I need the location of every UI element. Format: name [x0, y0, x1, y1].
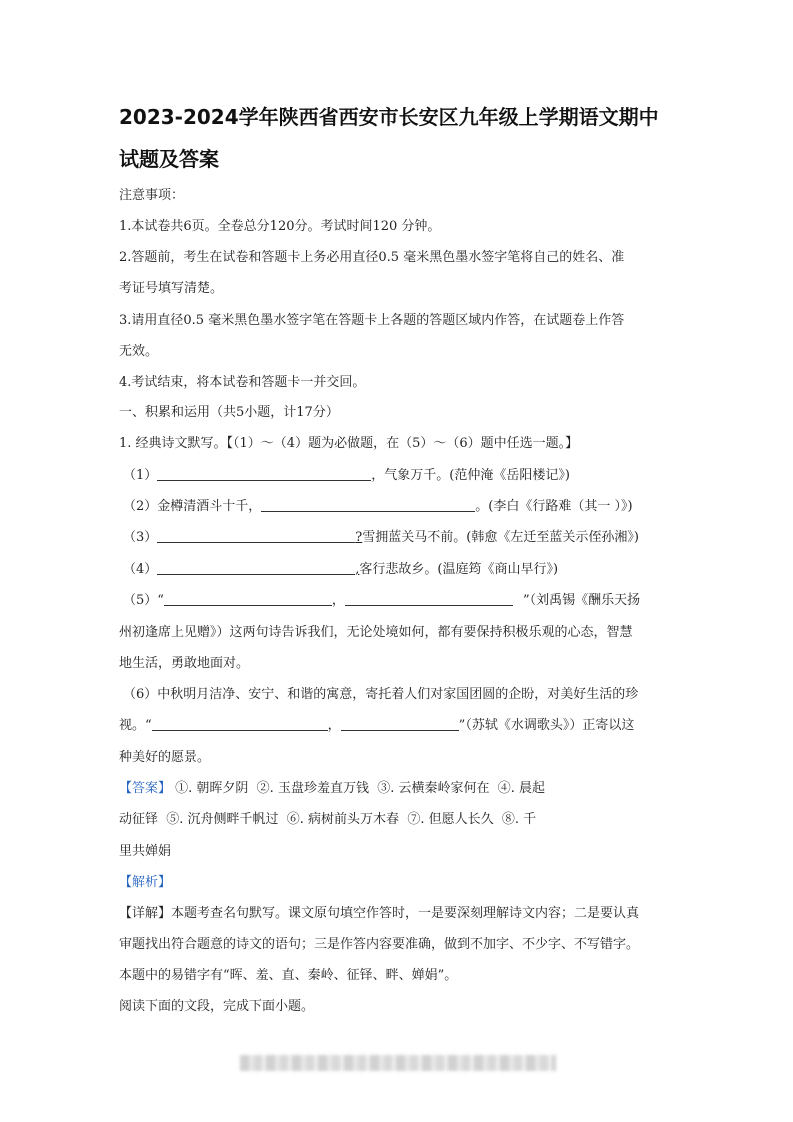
fill-blank	[164, 591, 332, 606]
question-1-4	[123, 560, 558, 580]
detail-line-2: 审题找出符合题意的诗文的语句；三是作答内容要准确，做到不加字、不少字、不写错字。	[119, 937, 640, 952]
question-1-5-line-3: 地生活，勇敢地面对。	[119, 656, 250, 671]
answer-label: 【答案】	[119, 781, 172, 796]
fill-blank	[261, 497, 475, 512]
item-mark: ,	[355, 562, 360, 577]
notice-item-3-line-2: 无效。	[119, 344, 159, 359]
question-1-5	[123, 591, 640, 611]
item-text: 客行悲故乡。(温庭筠《商山早行》)	[359, 562, 559, 577]
question-1-stem: 1. 经典诗文默写。【（1）～（4）题为必做题，在（5）～（6）题中任选一题。】	[119, 436, 579, 451]
fill-blank	[152, 716, 328, 731]
item-text: ，气象万千。(范仲淹《岳阳楼记》)	[371, 468, 570, 483]
question-1-6-line-3: 种美好的愿景。	[119, 750, 211, 765]
item-text: 视。“	[119, 718, 152, 733]
item-number: （4）	[123, 562, 158, 577]
question-1-1	[123, 466, 570, 486]
item-text: （2）金樽清酒斗十千，	[123, 499, 262, 514]
item-number: （3）	[123, 530, 158, 545]
fill-blank	[345, 591, 513, 606]
answer-line-2: 动征铎 ⑤. 沉舟侧畔千帆过 ⑥. 病树前头万木春 ⑦. 但愿人长久 ⑧. 千	[119, 812, 537, 827]
question-1-6-line-2	[119, 716, 634, 736]
fill-blank	[341, 716, 459, 731]
fill-blank	[157, 560, 355, 575]
document-title-line-2: 试题及答案	[119, 147, 219, 171]
detail-line-1: 【详解】本题考查名句默写。课文原句填空作答时，一是要深刻理解诗文内容；二是要认真	[119, 906, 640, 921]
notice-item-4: 4.考试结束，将本试卷和答题卡一并交回。	[119, 375, 366, 390]
answer-line-3: 里共婵娟	[119, 844, 172, 859]
item-text: ”（苏轼《水调歌头》）正寄以这	[458, 718, 635, 733]
item-number: （1）	[123, 468, 158, 483]
notice-item-2-line-2: 考证号填写清楚。	[119, 281, 224, 296]
question-1-5-line-2: 州初逢席上见赠》）这两句诗告诉我们，无论处境如何，都有要保持积极乐观的心态，智慧	[119, 625, 633, 640]
question-1-6-line-1: （6）中秋明月洁净、安宁、和谐的寓意，寄托着人们对家国团圆的企盼，对美好生活的珍	[123, 687, 639, 702]
notice-item-3-line-1: 3.请用直径0.5 毫米黑色墨水签字笔在答题卡上各题的答题区域内作答，在试题卷上作答	[119, 313, 625, 328]
detail-line-3: 本题中的易错字有“晖、羞、直、秦岭、征铎、畔、婵娟”。	[119, 968, 458, 983]
fill-blank	[157, 466, 371, 481]
analysis-label: 【解析】	[119, 875, 172, 890]
item-text: ，	[331, 593, 345, 608]
answer-text: ①. 朝晖夕阴 ②. 玉盘珍羞直万钱 ③. 云横秦岭家何在 ④. 晨起	[171, 781, 546, 796]
blurred-footer-watermark	[240, 1055, 556, 1071]
item-text: 。(李白《行路难（其一 ）》)	[475, 499, 633, 514]
item-mark: ?	[355, 530, 363, 545]
section-heading: 一、积累和运用（共5小题，计17分）	[119, 405, 339, 420]
notice-item-2-line-1: 2.答题前，考生在试卷和答题卡上务必用直径0.5 毫米黑色墨水签字笔将自己的姓名、准	[119, 250, 625, 265]
question-1-2	[123, 497, 633, 517]
item-text: ”（刘禹锡《酬乐天扬	[522, 593, 641, 608]
item-text: 雪拥蓝关马不前。(韩愈《左迁至蓝关示侄孙湘》)	[362, 530, 639, 545]
answer-line-1	[119, 779, 545, 799]
question-1-3	[123, 528, 639, 548]
fill-blank	[157, 528, 355, 543]
item-text: ，	[327, 718, 341, 733]
reading-prompt: 阅读下面的文段，完成下面小题。	[119, 999, 315, 1014]
notice-item-1: 1.本试卷共6页。全卷总分120分。考试时间120 分钟。	[119, 219, 441, 234]
item-text: （5）“	[123, 593, 164, 608]
notice-heading: 注意事项：	[119, 188, 185, 203]
document-title-line-1: 2023-2024学年陕西省西安市长安区九年级上学期语文期中	[119, 105, 659, 129]
